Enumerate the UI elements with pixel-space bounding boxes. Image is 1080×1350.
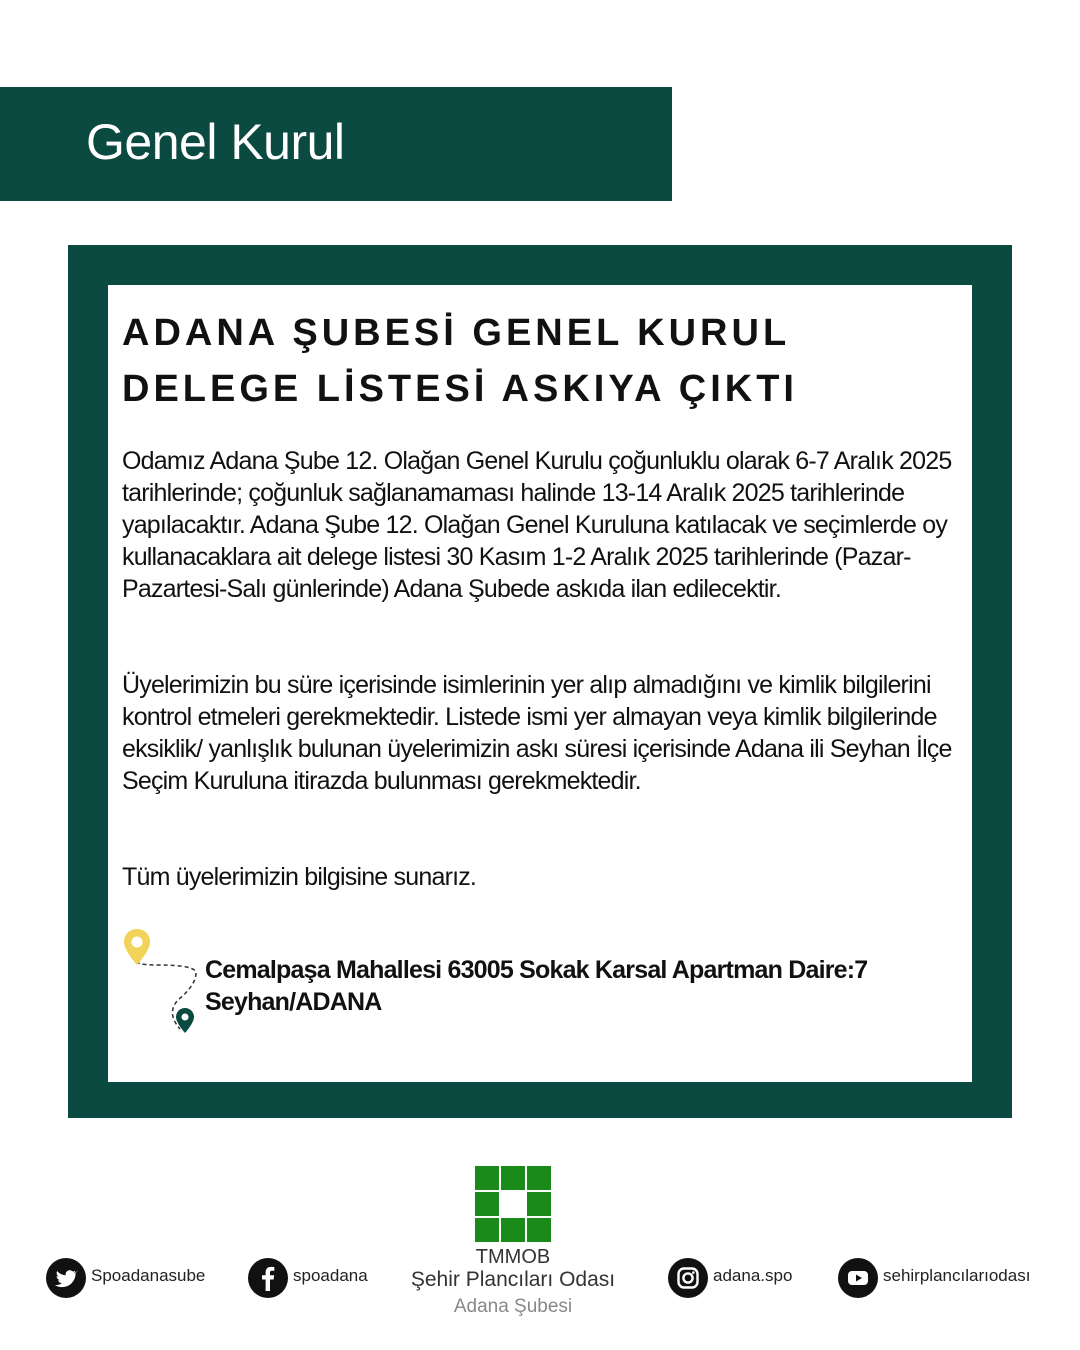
announcement-paragraph-2: Üyelerimizin bu süre içerisinde isimlerinin yer alıp almadığını ve kimlik bilgilerini kontrol etmeleri gerekmektedir. Listede ismi yer almayan veya kimlik bilgilerinde eksiklik/ yanlışlık bulunan üyelerimizin askı süresi içerisinde Adana ili Seyhan İlçe Seçim Kuruluna itirazda bulunması gerekmektedir.: [122, 671, 952, 795]
org-name: Şehir Plancıları Odası: [410, 1268, 616, 1291]
twitter-icon: [46, 1258, 86, 1298]
headline-line-1: ADANA ŞUBESİ GENEL KURUL: [122, 312, 791, 354]
office-address: Cemalpaşa Mahallesi 63005 Sokak Karsal Apartman Daire:7 Seyhan/ADANA: [205, 956, 868, 1016]
social-facebook[interactable]: [248, 1258, 368, 1298]
instagram-icon: [668, 1258, 708, 1298]
youtube-handle: sehirplancılarıodası: [883, 1266, 1031, 1285]
tmmob-logo: [475, 1166, 551, 1242]
instagram-handle: adana.spo: [713, 1266, 793, 1285]
org-branch: Adana Şubesi: [453, 1296, 573, 1317]
facebook-handle: spoadana: [293, 1266, 368, 1285]
announcement-headline: [122, 305, 962, 417]
headline-line-2: DELEGE LİSTESİ ASKIYA ÇIKTI: [122, 368, 798, 410]
org-name-tmmob: TMMOB: [475, 1246, 551, 1268]
facebook-icon: [248, 1258, 288, 1298]
page-title: Genel Kurul: [86, 114, 345, 170]
social-instagram[interactable]: [668, 1258, 792, 1298]
social-twitter[interactable]: [46, 1258, 205, 1298]
social-youtube[interactable]: [838, 1258, 1030, 1298]
announcement-closing: Tüm üyelerimizin bilgisine sunarız.: [122, 863, 477, 891]
youtube-icon: [838, 1258, 878, 1298]
route-pins-icon: [118, 925, 208, 1040]
twitter-handle: Spoadanasube: [91, 1266, 206, 1285]
announcement-paragraph-1: Odamız Adana Şube 12. Olağan Genel Kurulu çoğunluklu olarak 6-7 Aralık 2025 tarihlerinde; çoğunluk sağlanamaması halinde 13-14 Aralık 2025 tarihlerinde yapılacaktır. Adana Şube 12. Olağan Genel Kuruluna katılacak ve seçimlerde oy kullanacaklara ait delege listesi 30 Kasım 1-2 Aralık 2025 tarihlerinde (Pazar-Pazartesi-Salı günlerinde) Adana Şubede askıda ilan edilecektir.: [122, 447, 952, 603]
